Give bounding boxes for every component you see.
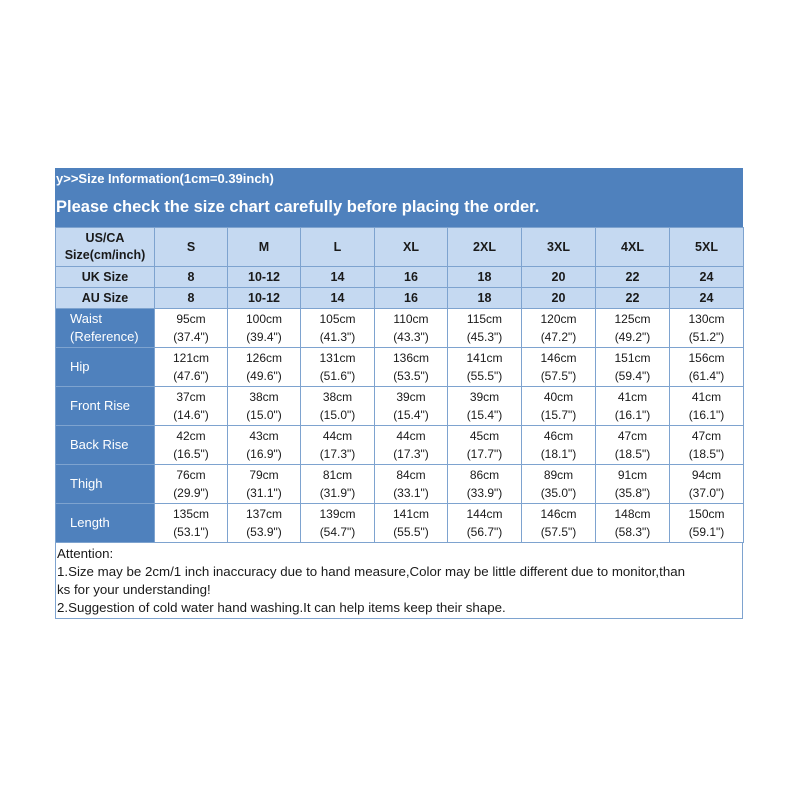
au-size-cell: 22 xyxy=(596,288,670,309)
measurement-cm: 94cm xyxy=(691,468,722,482)
measurement-inch: (17.3") xyxy=(393,447,429,461)
measurement-cm: 44cm xyxy=(322,429,353,443)
uk-size-cell: 14 xyxy=(301,267,375,288)
measurement-inch: (61.4") xyxy=(688,369,725,383)
measurement-cell xyxy=(448,387,522,426)
measurement-cell xyxy=(155,348,228,387)
size-header-cell: L xyxy=(301,228,375,267)
measurement-cell xyxy=(301,426,375,465)
measurement-cell xyxy=(155,504,228,543)
measurement-cell xyxy=(155,387,228,426)
measurement-row xyxy=(56,309,744,348)
au-size-row xyxy=(56,288,744,309)
measurement-inch: (49.6") xyxy=(246,369,282,383)
measurement-inch: (35.0") xyxy=(540,486,577,500)
au-size-cell: 14 xyxy=(301,288,375,309)
measurement-inch: (55.5") xyxy=(466,369,503,383)
au-size-cell: 24 xyxy=(670,288,744,309)
au-size-cell: 20 xyxy=(522,288,596,309)
measurement-label: Front Rise xyxy=(56,387,155,426)
measurement-cm: 156cm xyxy=(688,351,725,365)
measurement-cm: 146cm xyxy=(540,351,577,365)
measurement-cm: 126cm xyxy=(245,351,283,365)
au-size-cell: 8 xyxy=(155,288,228,309)
measurement-cell xyxy=(670,387,744,426)
uk-size-cell: 20 xyxy=(522,267,596,288)
measurement-inch: (16.5") xyxy=(173,447,209,461)
measurement-cell xyxy=(375,348,448,387)
measurement-inch: (18.1") xyxy=(540,447,577,461)
measurement-cell xyxy=(522,309,596,348)
uk-size-label: UK Size xyxy=(56,267,155,288)
measurement-inch: (43.3") xyxy=(393,330,429,344)
size-info-heading: y>>Size Information(1cm=0.39inch) xyxy=(56,171,274,186)
size-header-cell: 5XL xyxy=(670,228,744,267)
attention-notes xyxy=(55,543,743,619)
measurement-row xyxy=(56,348,744,387)
measurement-cm: 47cm xyxy=(617,429,648,443)
measurement-cell xyxy=(228,387,301,426)
uk-size-cell: 18 xyxy=(448,267,522,288)
measurement-inch: (15.4") xyxy=(393,408,429,422)
measurement-cm: 110cm xyxy=(393,312,429,326)
measurement-cell xyxy=(228,426,301,465)
measurement-inch: (59.4") xyxy=(614,369,651,383)
measurement-cell xyxy=(228,309,301,348)
measurement-cell xyxy=(375,504,448,543)
measurement-cell xyxy=(228,504,301,543)
measurement-cell xyxy=(596,426,670,465)
measurement-label: Thigh xyxy=(56,465,155,504)
au-size-cell: 18 xyxy=(448,288,522,309)
measurement-cm: 39cm xyxy=(396,390,426,404)
measurement-cm: 79cm xyxy=(249,468,279,482)
measurement-cm: 131cm xyxy=(319,351,356,365)
measurement-cell xyxy=(155,465,228,504)
measurement-cm: 37cm xyxy=(176,390,206,404)
measurement-cm: 38cm xyxy=(322,390,353,404)
measurement-cell xyxy=(522,348,596,387)
au-size-cell: 10-12 xyxy=(228,288,301,309)
measurement-inch: (57.5") xyxy=(540,369,577,383)
measurement-cm: 86cm xyxy=(469,468,500,482)
measurement-cm: 150cm xyxy=(688,507,725,521)
uk-size-cell: 8 xyxy=(155,267,228,288)
measurement-cell xyxy=(375,465,448,504)
note-accuracy-cont: ks for your understanding! xyxy=(57,582,211,597)
measurement-inch: (39.4") xyxy=(246,330,282,344)
measurement-cm: 42cm xyxy=(176,429,206,443)
measurement-inch: (47.2") xyxy=(540,330,577,344)
size-header-corner: US/CA Size(cm/inch) xyxy=(56,228,155,267)
measurement-cm: 115cm xyxy=(466,312,503,326)
measurement-inch: (31.1") xyxy=(246,486,282,500)
measurement-cell xyxy=(228,348,301,387)
measurement-cm: 38cm xyxy=(249,390,279,404)
au-size-cell: 16 xyxy=(375,288,448,309)
measurement-cm: 121cm xyxy=(172,351,210,365)
measurement-cm: 135cm xyxy=(172,507,210,521)
measurement-cell xyxy=(301,465,375,504)
measurement-inch: (54.7") xyxy=(319,525,356,539)
measurement-cell xyxy=(375,426,448,465)
measurement-inch: (16.9") xyxy=(246,447,282,461)
measurement-cell xyxy=(375,309,448,348)
measurement-inch: (15.0") xyxy=(246,408,282,422)
measurement-inch: (58.3") xyxy=(614,525,651,539)
measurement-inch: (18.5") xyxy=(688,447,725,461)
measurement-cm: 41cm xyxy=(617,390,648,404)
measurement-cell xyxy=(448,348,522,387)
size-header-row xyxy=(56,228,744,267)
measurement-inch: (17.3") xyxy=(319,447,356,461)
measurement-inch: (15.0") xyxy=(319,408,356,422)
measurement-cm: 43cm xyxy=(249,429,279,443)
measurement-cell xyxy=(596,309,670,348)
measurement-cell xyxy=(301,387,375,426)
measurement-label: Waist (Reference) xyxy=(56,309,155,348)
measurement-cm: 46cm xyxy=(543,429,574,443)
measurement-cell xyxy=(670,348,744,387)
size-check-notice: Please check the size chart carefully before placing the order. xyxy=(56,198,540,216)
measurement-inch: (59.1") xyxy=(688,525,725,539)
measurement-inch: (33.1") xyxy=(393,486,429,500)
measurement-inch: (35.8") xyxy=(614,486,651,500)
measurement-cm: 139cm xyxy=(319,507,356,521)
uk-size-cell: 16 xyxy=(375,267,448,288)
measurement-cm: 137cm xyxy=(245,507,283,521)
measurement-cell xyxy=(596,387,670,426)
size-info-banner xyxy=(55,168,743,227)
measurement-cell xyxy=(155,309,228,348)
measurement-cm: 84cm xyxy=(396,468,426,482)
measurement-cm: 89cm xyxy=(543,468,574,482)
measurement-cell xyxy=(301,309,375,348)
measurement-label: Length xyxy=(56,504,155,543)
measurement-inch: (16.1") xyxy=(614,408,651,422)
measurement-cm: 45cm xyxy=(469,429,500,443)
measurement-inch: (53.9") xyxy=(246,525,282,539)
size-header-cell: XL xyxy=(375,228,448,267)
measurement-inch: (15.7") xyxy=(540,408,577,422)
measurement-cell xyxy=(301,348,375,387)
measurement-cell xyxy=(448,309,522,348)
measurement-cm: 144cm xyxy=(466,507,503,521)
measurement-cell xyxy=(670,426,744,465)
measurement-row xyxy=(56,465,744,504)
au-size-label: AU Size xyxy=(56,288,155,309)
measurement-cell xyxy=(596,348,670,387)
measurement-inch: (51.6") xyxy=(319,369,356,383)
measurement-cm: 136cm xyxy=(392,351,430,365)
measurement-cell xyxy=(670,504,744,543)
measurement-inch: (37.0") xyxy=(688,486,725,500)
note-washing: 2.Suggestion of cold water hand washing.It can help items keep their shape. xyxy=(57,600,506,615)
measurement-cell xyxy=(448,426,522,465)
measurement-cm: 40cm xyxy=(543,390,574,404)
size-header-cell: 3XL xyxy=(522,228,596,267)
measurement-cm: 148cm xyxy=(614,507,651,521)
attention-title: Attention: xyxy=(57,546,114,561)
measurement-inch: (18.5") xyxy=(614,447,651,461)
measurement-cell xyxy=(522,426,596,465)
measurement-cell xyxy=(596,465,670,504)
measurement-inch: (53.1") xyxy=(173,525,209,539)
measurement-inch: (55.5") xyxy=(393,525,429,539)
measurement-cm: 39cm xyxy=(469,390,500,404)
measurement-cm: 41cm xyxy=(691,390,722,404)
measurement-inch: (17.7") xyxy=(466,447,503,461)
measurement-inch: (14.6") xyxy=(173,408,209,422)
measurement-cell xyxy=(522,465,596,504)
measurement-inch: (15.4") xyxy=(466,408,503,422)
measurement-cell xyxy=(448,504,522,543)
measurement-inch: (53.5") xyxy=(393,369,429,383)
measurement-inch: (37.4") xyxy=(173,330,209,344)
measurement-cell xyxy=(670,309,744,348)
measurement-cell xyxy=(375,387,448,426)
measurement-inch: (47.6") xyxy=(173,369,209,383)
measurement-cell xyxy=(301,504,375,543)
measurement-inch: (45.3") xyxy=(466,330,503,344)
measurement-inch: (29.9") xyxy=(173,486,209,500)
measurement-cm: 44cm xyxy=(396,429,426,443)
measurement-cm: 130cm xyxy=(688,312,725,326)
size-table xyxy=(55,227,744,543)
measurement-cell xyxy=(522,504,596,543)
uk-size-row xyxy=(56,267,744,288)
measurement-cm: 105cm xyxy=(319,312,356,326)
measurement-cm: 120cm xyxy=(540,312,577,326)
measurement-label: Back Rise xyxy=(56,426,155,465)
note-accuracy: 1.Size may be 2cm/1 inch inaccuracy due to hand measure,Color may be little different due to monitor,than xyxy=(57,564,686,579)
measurement-row xyxy=(56,426,744,465)
measurement-inch: (51.2") xyxy=(688,330,725,344)
measurement-cell xyxy=(228,465,301,504)
size-header-cell: S xyxy=(155,228,228,267)
measurement-inch: (49.2") xyxy=(614,330,651,344)
measurement-cell xyxy=(155,426,228,465)
measurement-cm: 141cm xyxy=(392,507,430,521)
measurement-inch: (41.3") xyxy=(319,330,356,344)
measurement-cm: 76cm xyxy=(176,468,206,482)
measurement-cm: 141cm xyxy=(466,351,503,365)
measurement-cell xyxy=(448,465,522,504)
uk-size-cell: 22 xyxy=(596,267,670,288)
measurement-inch: (16.1") xyxy=(688,408,725,422)
measurement-cm: 47cm xyxy=(691,429,722,443)
measurement-cell xyxy=(670,465,744,504)
measurement-label: Hip xyxy=(56,348,155,387)
measurement-row xyxy=(56,504,744,543)
measurement-cm: 100cm xyxy=(245,312,283,326)
measurement-cm: 146cm xyxy=(540,507,577,521)
size-header-cell: M xyxy=(228,228,301,267)
measurement-cm: 91cm xyxy=(617,468,648,482)
measurement-inch: (33.9") xyxy=(466,486,503,500)
measurement-cm: 95cm xyxy=(176,312,206,326)
measurement-row xyxy=(56,387,744,426)
measurement-cm: 151cm xyxy=(614,351,651,365)
measurement-cell xyxy=(522,387,596,426)
uk-size-cell: 10-12 xyxy=(228,267,301,288)
measurement-inch: (57.5") xyxy=(540,525,577,539)
size-header-cell: 2XL xyxy=(448,228,522,267)
measurement-inch: (56.7") xyxy=(466,525,503,539)
measurement-cell xyxy=(596,504,670,543)
uk-size-cell: 24 xyxy=(670,267,744,288)
measurement-inch: (31.9") xyxy=(319,486,356,500)
size-chart xyxy=(55,168,743,629)
size-header-cell: 4XL xyxy=(596,228,670,267)
measurement-cm: 81cm xyxy=(322,468,353,482)
measurement-cm: 125cm xyxy=(614,312,651,326)
